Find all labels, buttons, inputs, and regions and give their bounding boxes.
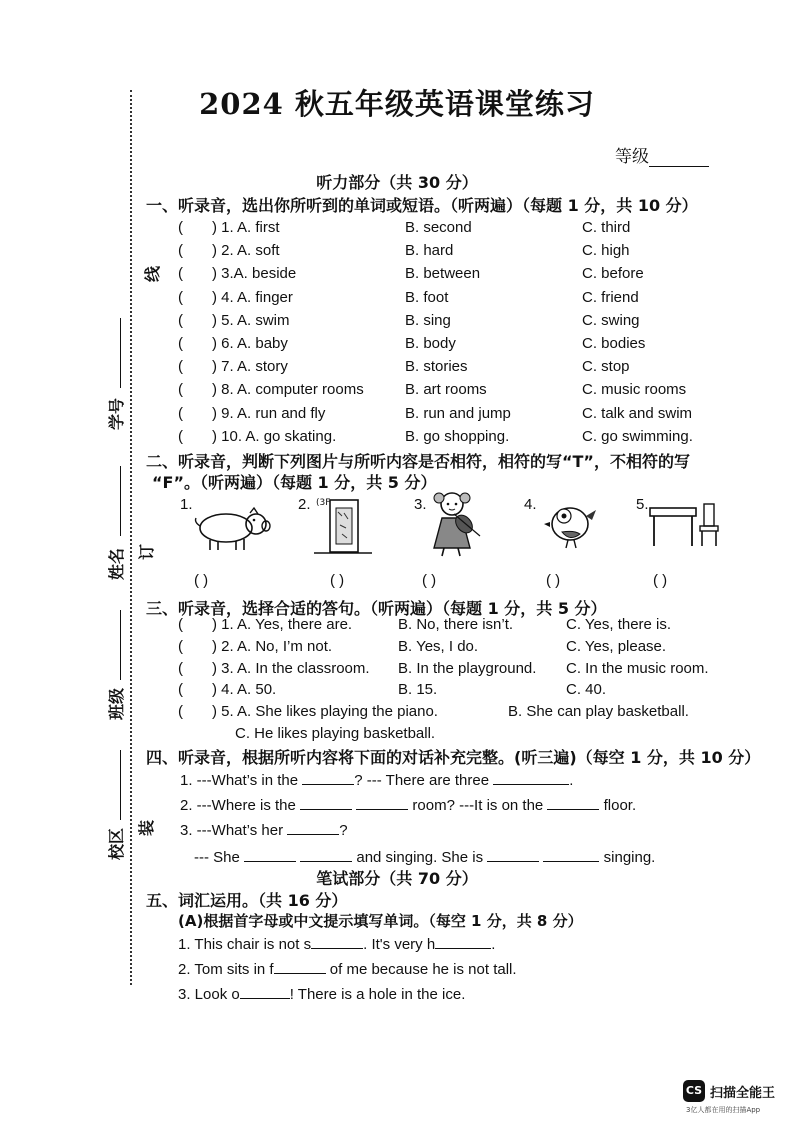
- grade-label: 等级: [615, 147, 649, 167]
- picture-3-answer[interactable]: ( ): [422, 572, 437, 589]
- option-a: ) 4. A. finger: [212, 288, 293, 306]
- option-b: B. 15.: [398, 681, 438, 699]
- answer-bracket[interactable]: (: [178, 358, 183, 376]
- camscanner-logo-icon: CS: [683, 1080, 705, 1102]
- option-b: B. go shopping.: [405, 427, 510, 445]
- s5-line3: 3. Look o ! There is a hole in the ice.: [178, 986, 466, 1003]
- option-c: C. before: [582, 265, 644, 283]
- option-a: ) 1. A. Yes, there are.: [212, 616, 353, 633]
- pig-icon: [192, 504, 276, 552]
- picture-3-number: 3.: [414, 496, 427, 513]
- s5-line1: 1. This chair is not s . It's very h .: [178, 936, 496, 953]
- s5-blank-3[interactable]: [274, 959, 326, 974]
- answer-bracket[interactable]: (: [178, 681, 183, 699]
- option-a: ) 2. A. No, I’m not.: [212, 637, 333, 655]
- picture-4-answer[interactable]: ( ): [546, 572, 561, 589]
- margin-ding-label: 订: [137, 543, 156, 560]
- answer-bracket[interactable]: (: [178, 335, 183, 352]
- grade-field: [615, 142, 709, 167]
- picture-4-number: 4.: [524, 496, 537, 513]
- option-b: B. hard: [405, 242, 454, 260]
- option-b: B. In the playground.: [398, 659, 537, 677]
- answer-bracket[interactable]: (: [178, 703, 183, 721]
- section3-heading: 三、听录音，选择合适的答句。（听两遍）（每题 1 分，共 5 分）: [146, 599, 607, 618]
- option-b: B. She can play basketball.: [508, 703, 689, 721]
- option-b: B. run and jump: [405, 404, 511, 422]
- option-c: C. talk and swim: [582, 404, 693, 422]
- margin-xian-label: 线: [143, 265, 162, 282]
- grade-blank[interactable]: [649, 148, 709, 167]
- option-a: ) 7. A. story: [212, 358, 288, 376]
- option-c: C. swing: [582, 311, 640, 329]
- s4-line1: 1. ---What’s in the ? --- There are three .: [180, 772, 574, 789]
- option-b: B. second: [405, 219, 472, 236]
- s4-blank-8[interactable]: [300, 847, 352, 862]
- option-c: C. He likes playing basketball.: [235, 725, 436, 743]
- option-a: ) 5. A. She likes playing the piano.: [212, 703, 438, 721]
- s4-line4: --- She and singing. She is singing.: [194, 849, 656, 866]
- school-blank[interactable]: [120, 750, 121, 820]
- margin-zhuang-label: 装: [137, 819, 156, 836]
- section4-heading: 四、听录音，根据所听内容将下面的对话补充完整。(听三遍)（每空 1 分，共 10 分）: [146, 748, 761, 767]
- answer-bracket[interactable]: (: [178, 242, 183, 260]
- s4-blank-5[interactable]: [547, 795, 599, 810]
- option-a: ) 9. A. run and fly: [212, 404, 326, 422]
- margin-school-label: 校区: [107, 827, 126, 860]
- girl-violin-icon: [428, 488, 484, 558]
- s5-line2: 2. Tom sits in f of me because he is not tall.: [178, 961, 517, 978]
- writing-header: 笔试部分（共 70 分）: [316, 869, 478, 888]
- s4-line3: 3. ---What’s her ?: [180, 822, 348, 839]
- option-c: C. music rooms: [582, 381, 687, 399]
- picture-5-number: 5.: [636, 496, 649, 513]
- option-b: B. between: [405, 265, 481, 283]
- option-c: C. bodies: [582, 335, 646, 352]
- answer-bracket[interactable]: (: [178, 637, 183, 655]
- listening-header: 听力部分（共 30 分）: [316, 173, 478, 192]
- option-b: B. stories: [405, 358, 468, 376]
- section2-heading-line2: “F”。（听两遍）（每题 1 分，共 5 分）: [152, 473, 437, 492]
- option-a: ) 8. A. computer rooms: [212, 381, 364, 399]
- answer-bracket[interactable]: (: [178, 427, 183, 445]
- option-c: C. go swimming.: [582, 427, 693, 445]
- s4-blank-1[interactable]: [302, 770, 354, 785]
- answer-bracket[interactable]: (: [178, 311, 183, 329]
- option-a: ) 3.A. beside: [212, 265, 297, 283]
- s5-blank-1[interactable]: [311, 934, 363, 949]
- s5-blank-2[interactable]: [435, 934, 491, 949]
- option-a: ) 2. A. soft: [212, 242, 280, 260]
- option-c: C. Yes, there is.: [566, 616, 672, 633]
- option-a: ) 3. A. In the classroom.: [212, 659, 370, 677]
- table-chair-icon: [648, 502, 724, 548]
- picture-1-answer[interactable]: ( ): [194, 572, 209, 589]
- option-b: B. foot: [405, 288, 449, 306]
- section2-heading-line1: 二、听录音，判断下列图片与所听内容是否相符，相符的写“T”，不相符的写: [146, 452, 690, 471]
- student-no-blank[interactable]: [120, 318, 121, 388]
- picture-2-answer[interactable]: ( ): [330, 572, 345, 589]
- door-icon: [312, 496, 374, 558]
- class-blank[interactable]: [120, 610, 121, 680]
- option-a: ) 1. A. first: [212, 219, 280, 236]
- option-c: C. stop: [582, 358, 630, 376]
- binding-dotted-line: [130, 90, 132, 985]
- margin-class-label: 班级: [107, 687, 126, 720]
- option-a: ) 5. A. swim: [212, 311, 290, 329]
- margin-student-no-label: 学号: [107, 397, 126, 430]
- option-c: C. friend: [582, 288, 639, 306]
- answer-bracket[interactable]: (: [178, 616, 183, 633]
- option-c: C. 40.: [566, 681, 607, 699]
- option-c: C. Yes, please.: [566, 637, 667, 655]
- option-a: ) 6. A. baby: [212, 335, 288, 352]
- option-b: B. body: [405, 335, 456, 352]
- option-a: ) 4. A. 50.: [212, 681, 277, 699]
- picture-1-number: 1.: [180, 496, 193, 513]
- bird-icon: [542, 494, 600, 552]
- watermark-tagline: 3亿人都在用的扫描App: [686, 1106, 761, 1114]
- margin-name-label: 姓名: [107, 547, 126, 580]
- section5-heading: 五、词汇运用。（共 16 分）: [146, 891, 348, 910]
- picture-5-answer[interactable]: ( ): [653, 572, 668, 589]
- s4-blank-2[interactable]: [493, 770, 569, 785]
- s5-blank-4[interactable]: [240, 984, 290, 999]
- option-c: C. third: [582, 219, 631, 236]
- s4-line2: 2. ---Where is the room? ---It is on the floor.: [180, 797, 637, 814]
- section5-sub-heading: (A)根据首字母或中文提示填写单词。（每空 1 分，共 8 分）: [178, 912, 583, 930]
- option-c: C. high: [582, 242, 630, 260]
- option-c: C. In the music room.: [566, 659, 709, 677]
- section1-heading: 一、听录音，选出你所听到的单词或短语。（听两遍）（每题 1 分，共 10 分）: [146, 196, 698, 215]
- picture-2-number: 2.: [298, 496, 311, 513]
- answer-bracket[interactable]: (: [178, 288, 183, 306]
- option-b: B. Yes, I do.: [398, 637, 479, 655]
- name-blank[interactable]: [120, 466, 121, 536]
- option-b: B. art rooms: [405, 381, 487, 399]
- answer-bracket[interactable]: (: [178, 404, 183, 422]
- s4-blank-3[interactable]: [300, 795, 352, 810]
- s4-blank-10[interactable]: [543, 847, 599, 862]
- answer-bracket[interactable]: (: [178, 265, 183, 283]
- door-floor-label: (3F: [316, 498, 331, 508]
- s4-blank-7[interactable]: [244, 847, 296, 862]
- s4-blank-6[interactable]: [287, 820, 339, 835]
- watermark-name: 扫描全能王: [710, 1086, 776, 1101]
- answer-bracket[interactable]: (: [178, 381, 183, 399]
- answer-bracket[interactable]: (: [178, 659, 183, 677]
- option-b: B. sing: [405, 311, 451, 329]
- option-b: B. No, there isn’t.: [398, 616, 514, 633]
- page-title: 2024 秋五年级英语课堂练习: [199, 87, 595, 121]
- option-a: ) 10. A. go skating.: [212, 427, 337, 445]
- answer-bracket[interactable]: (: [178, 219, 183, 236]
- s4-blank-9[interactable]: [487, 847, 539, 862]
- s4-blank-4[interactable]: [356, 795, 408, 810]
